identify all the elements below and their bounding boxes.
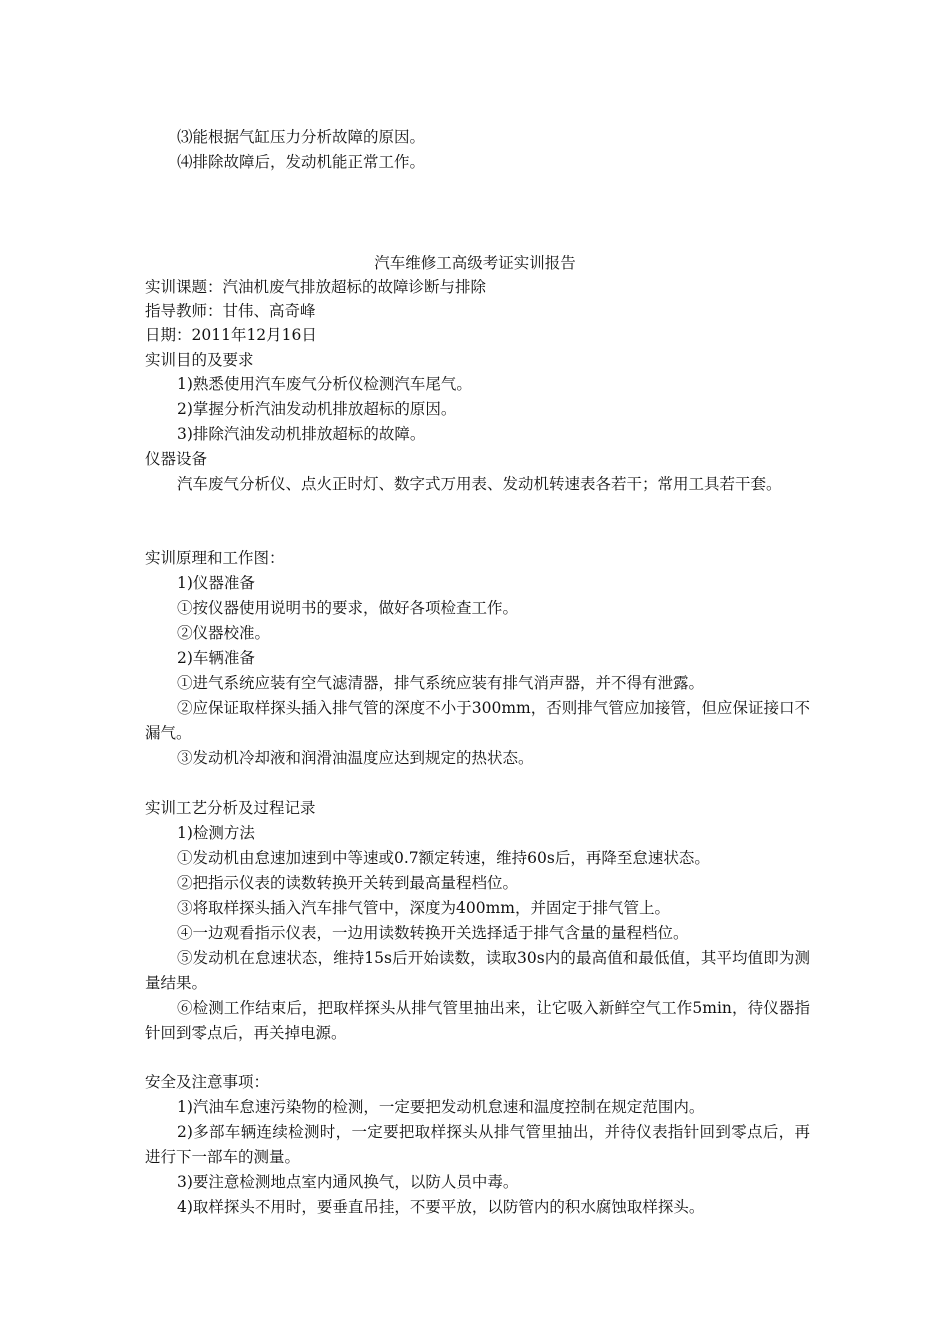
equipment-heading: 仪器设备: [145, 450, 208, 468]
principle-item: 1)仪器准备: [177, 574, 255, 592]
process-heading: 实训工艺分析及过程记录: [145, 799, 316, 817]
principle-item: ②应保证取样探头插入排气管的深度不小于300mm，否则排气管应加接管，但应保证接口不漏气。: [145, 699, 810, 742]
report-title: 汽车维修工高级考证实训报告: [374, 254, 576, 272]
process-item: ⑥检测工作结束后，把取样探头从排气管里抽出来，让它吸入新鲜空气工作5min，待仪器指针回到零点后，再关掉电源。: [145, 999, 810, 1042]
process-item: ⑤发动机在怠速状态，维持15s后开始读数，读取30s内的最高值和最低值，其平均值即为测量结果。: [145, 949, 810, 992]
report-date: 日期：2011年12月16日: [145, 326, 317, 344]
safety-item: 2)多部车辆连续检测时，一定要把取样探头从排气管里抽出，并待仪表指针回到零点后，再进行下一部车的测量。: [145, 1123, 810, 1166]
safety-heading: 安全及注意事项：: [145, 1073, 270, 1091]
principle-heading: 实训原理和工作图：: [145, 549, 285, 567]
principle-item: ①进气系统应装有空气滤清器，排气系统应装有排气消声器，并不得有泄露。: [177, 674, 705, 692]
equipment-text: 汽车废气分析仪、点火正时灯、数字式万用表、发动机转速表各若干；常用工具若干套。: [177, 475, 782, 493]
principle-item: ③发动机冷却液和润滑油温度应达到规定的热状态。: [177, 749, 534, 767]
principle-item: 2)车辆准备: [177, 649, 255, 667]
objective-item: 3)排除汽油发动机排放超标的故障。: [177, 425, 426, 443]
principle-item: ②仪器校准。: [177, 624, 271, 642]
process-item: ①发动机由怠速加速到中等速或0.7额定转速，维持60s后，再降至怠速状态。: [177, 849, 710, 867]
process-item: ④一边观看指示仪表，一边用读数转换开关选择适于排气含量的量程档位。: [177, 924, 689, 942]
report-topic: 实训课题：汽油机废气排放超标的故障诊断与排除: [145, 278, 487, 296]
process-item: ③将取样探头插入汽车排气管中，深度为400mm，并固定于排气管上。: [177, 899, 670, 917]
objective-item: 2)掌握分析汽油发动机排放超标的原因。: [177, 400, 457, 418]
top-item-3: ⑶能根据气缸压力分析故障的原因。: [177, 128, 426, 146]
safety-item: 3)要注意检测地点室内通风换气，以防人员中毒。: [177, 1173, 519, 1191]
safety-item: 1)汽油车怠速污染物的检测，一定要把发动机怠速和温度控制在规定范围内。: [177, 1098, 705, 1116]
process-item: 1)检测方法: [177, 824, 255, 842]
safety-item: 4)取样探头不用时，要垂直吊挂，不要平放，以防管内的积水腐蚀取样探头。: [177, 1198, 705, 1216]
process-item: ②把指示仪表的读数转换开关转到最高量程档位。: [177, 874, 519, 892]
report-teacher: 指导教师：甘伟、高奇峰: [145, 302, 316, 320]
top-item-4: ⑷排除故障后，发动机能正常工作。: [177, 153, 426, 171]
objectives-heading: 实训目的及要求: [145, 351, 254, 369]
objective-item: 1)熟悉使用汽车废气分析仪检测汽车尾气。: [177, 375, 472, 393]
principle-item: ①按仪器使用说明书的要求，做好各项检查工作。: [177, 599, 519, 617]
